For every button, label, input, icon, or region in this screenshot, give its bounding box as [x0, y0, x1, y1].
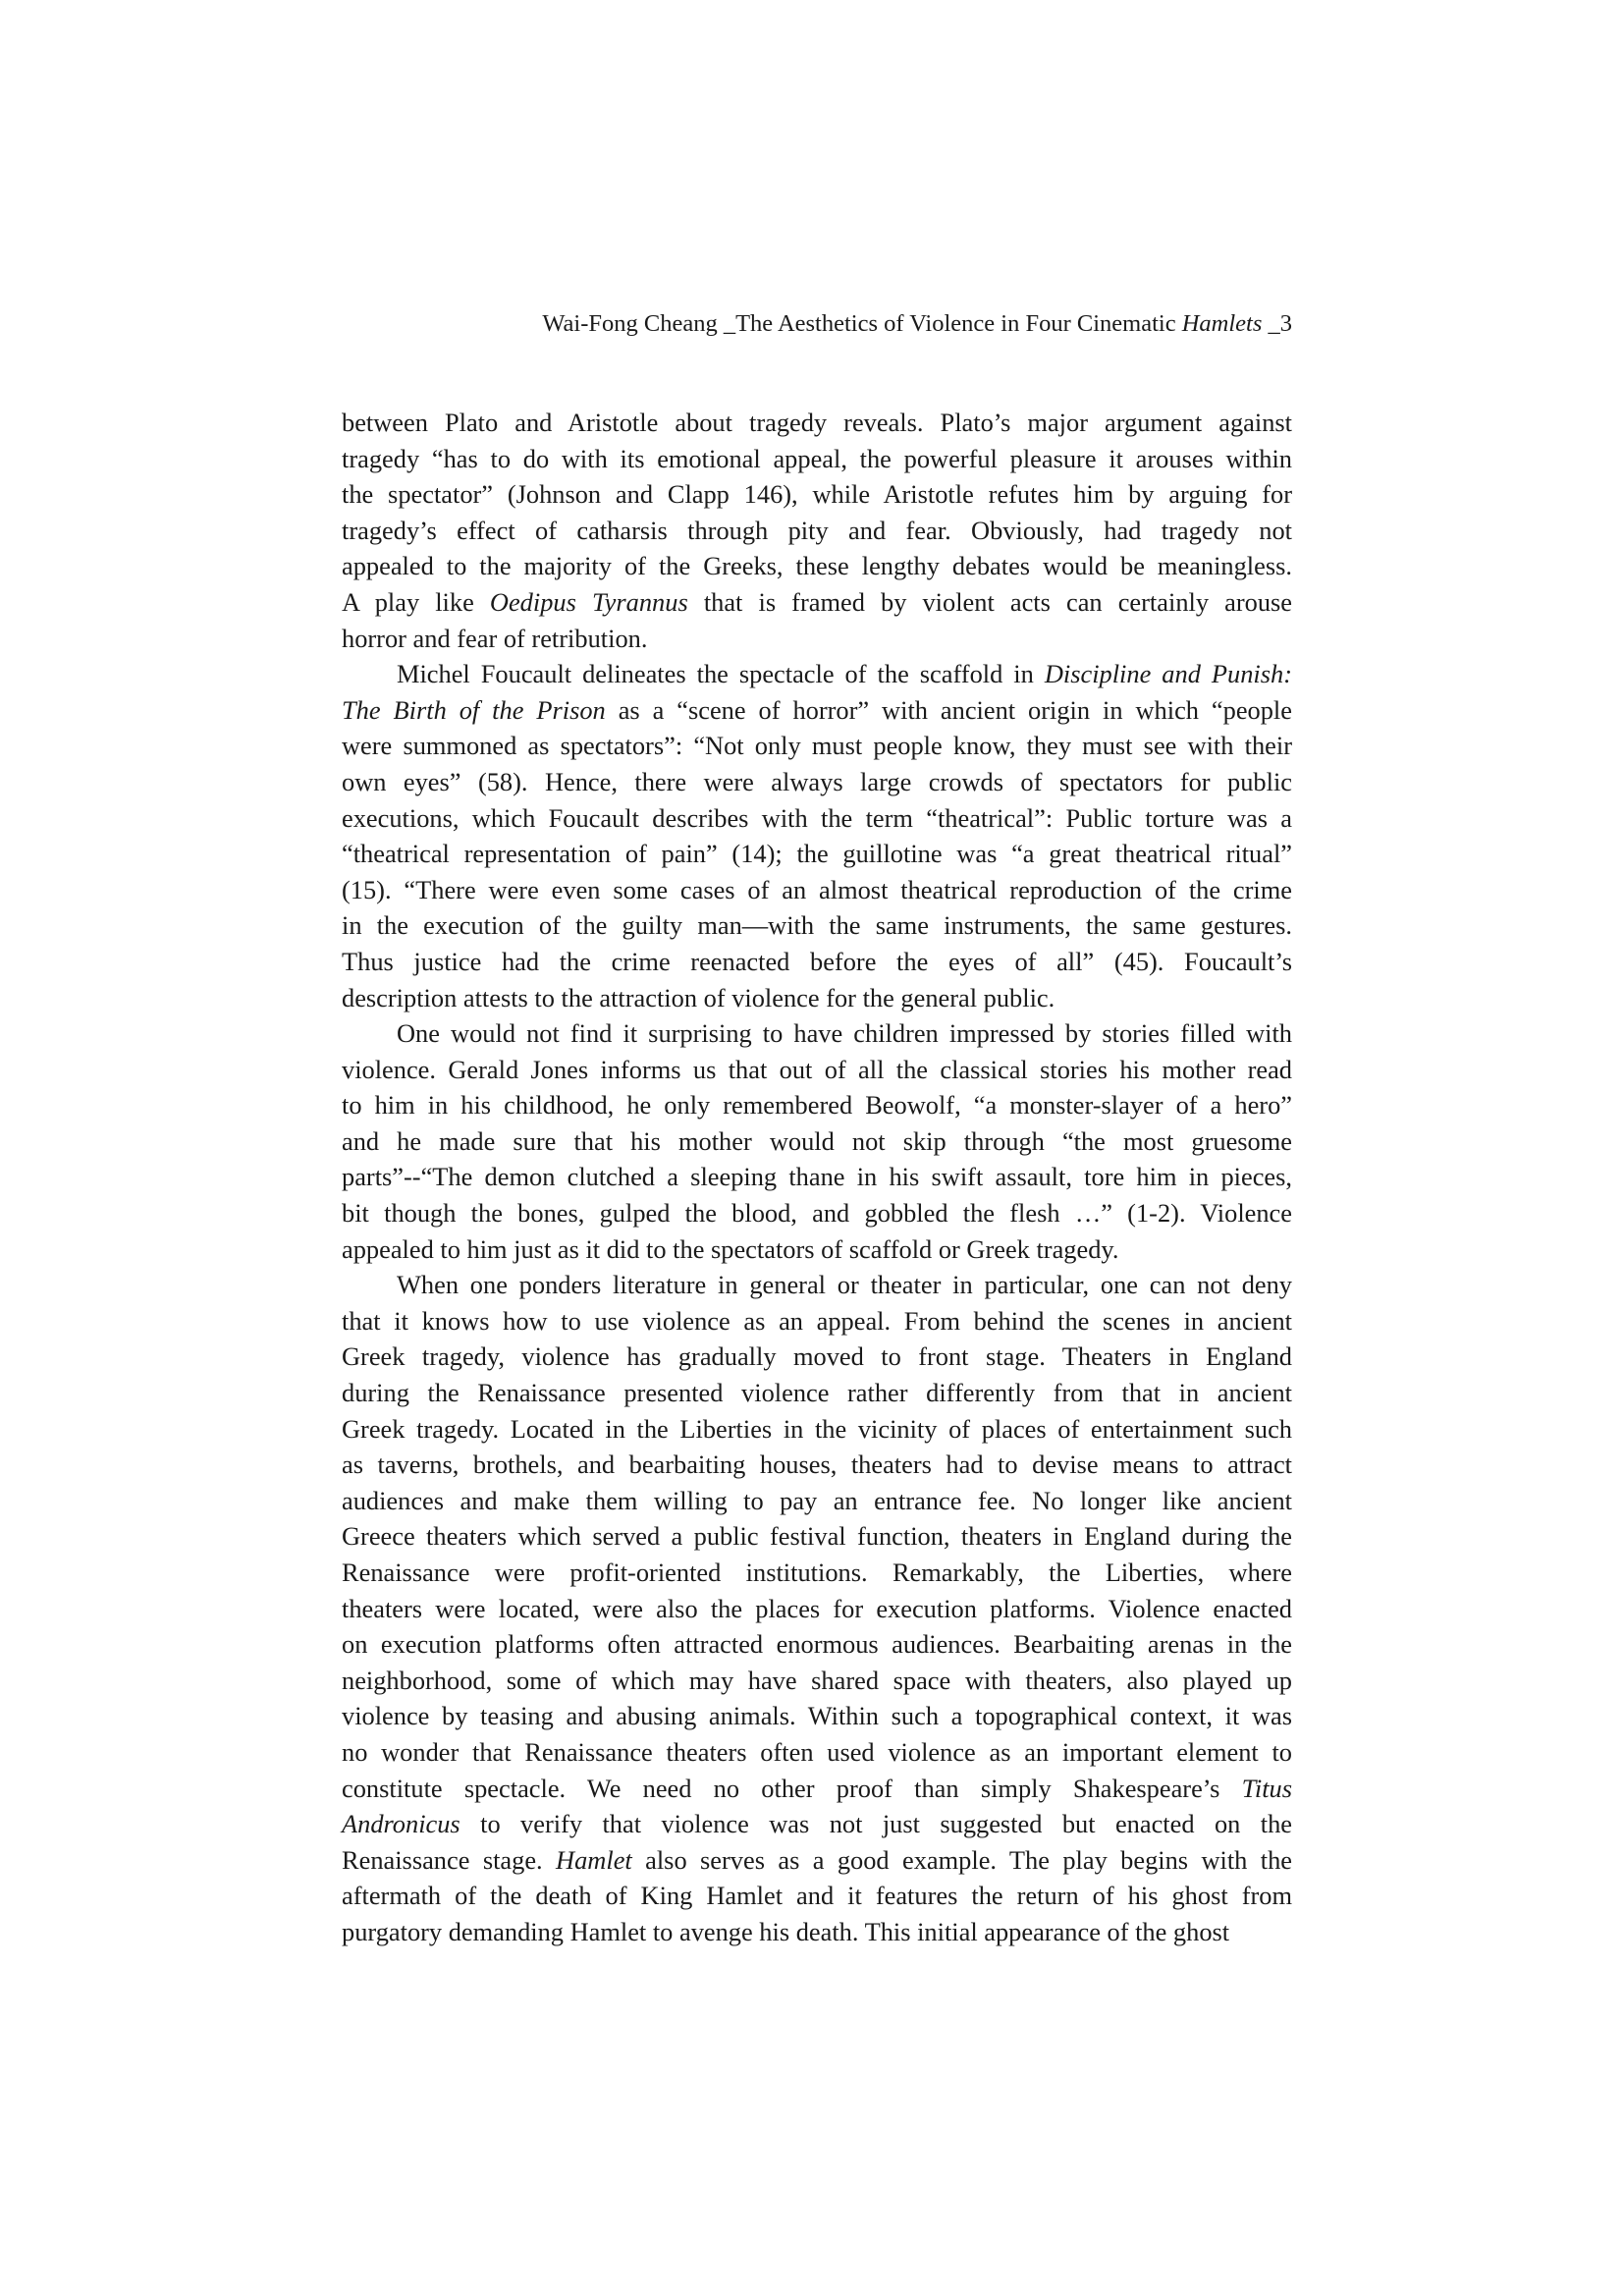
- italic-title: Hamlet: [556, 1844, 632, 1875]
- text-line: [342, 1052, 1292, 1088]
- text-segment: constitute spectacle. We need no other proof than simply Shakespeare’s: [342, 1773, 1242, 1803]
- text-segment: horror and fear of retribution.: [342, 623, 648, 653]
- text-line: [342, 1555, 1292, 1591]
- text-line: [342, 872, 1292, 908]
- text-line: [342, 764, 1292, 800]
- text-segment: violence by teasing and abusing animals. Within such a topographical context, it was: [342, 1701, 1292, 1731]
- text-segment: between Plato and Aristotle about tragedy reveals. Plato’s major argument against: [342, 408, 1292, 437]
- text-segment: aftermath of the death of King Hamlet and it features the return of his ghost from: [342, 1881, 1292, 1911]
- text-segment: (15). “There were even some cases of an almost theatrical reproduction of the crime: [342, 874, 1292, 904]
- text-segment: executions, which Foucault describes with the term “theatrical”: Public torture was a: [342, 802, 1292, 833]
- italic-title: The Birth of the Prison: [342, 694, 606, 725]
- text-line: [342, 836, 1292, 872]
- text-line: [342, 1411, 1292, 1448]
- text-line: [342, 1339, 1292, 1375]
- text-line: [342, 800, 1292, 837]
- text-segment: on execution platforms often attracted enormous audiences. Bearbaiting arenas in the: [342, 1629, 1292, 1660]
- text-line: [342, 1626, 1292, 1663]
- text-segment: Renaissance were profit-oriented institutions. Remarkably, the Liberties, where: [342, 1558, 1292, 1587]
- text-line: [342, 1159, 1292, 1195]
- text-line: [342, 1734, 1292, 1771]
- running-head-italic: Hamlets: [1181, 310, 1263, 337]
- text-line: [342, 1698, 1292, 1734]
- text-line: [342, 476, 1292, 513]
- text-segment: audiences and make them willing to pay an entrance fee. No longer like ancient: [342, 1485, 1292, 1515]
- text-segment: no wonder that Renaissance theaters often used violence as an important element to: [342, 1736, 1292, 1767]
- text-line: [342, 1878, 1292, 1914]
- text-segment: as taverns, brothels, and bearbaiting houses, theaters had to devise means to attract: [342, 1449, 1292, 1480]
- text-line: [342, 1447, 1292, 1483]
- text-line: [342, 405, 1292, 441]
- text-segment: as a “scene of horror” with ancient origin in which “people: [605, 694, 1292, 725]
- body-text: [342, 405, 1292, 1950]
- text-segment: appealed to the majority of the Greeks, these lengthy debates would be meaningless.: [342, 551, 1292, 581]
- text-line: [342, 1914, 1292, 1950]
- paragraph: [342, 405, 1292, 656]
- text-segment: that it knows how to use violence as an appeal. From behind the scenes in ancient: [342, 1305, 1292, 1336]
- paragraph: [342, 656, 1292, 1015]
- italic-title: Discipline and Punish:: [1044, 659, 1292, 689]
- running-head: [342, 310, 1292, 338]
- text-line: [342, 728, 1292, 764]
- text-segment: to verify that violence was not just suggested but enacted on the: [460, 1809, 1292, 1839]
- text-line: [342, 1842, 1292, 1879]
- text-segment: Renaissance stage.: [342, 1844, 557, 1875]
- text-line: [342, 1267, 1292, 1303]
- text-line: [342, 1483, 1292, 1519]
- text-segment: tragedy’s effect of catharsis through pity and fear. Obviously, had tragedy not: [342, 515, 1292, 545]
- text-segment: Thus justice had the crime reenacted before the eyes of all” (45). Foucault’s: [342, 946, 1292, 976]
- text-line: [342, 548, 1292, 584]
- text-segment: also serves as a good example. The play begins with the: [631, 1844, 1293, 1875]
- text-segment: the spectator” (Johnson and Clapp 146), while Aristotle refutes him by arguing for: [342, 479, 1292, 510]
- text-line: [342, 1375, 1292, 1411]
- text-segment: Michel Foucault delineates the spectacle of the scaffold in: [397, 659, 1045, 689]
- running-head-text: Wai-Fong Cheang _The Aesthetics of Violence in Four Cinematic: [542, 310, 1182, 337]
- italic-title: Oedipus Tyrannus: [489, 586, 688, 617]
- text-line: [342, 584, 1292, 621]
- text-segment: tragedy “has to do with its emotional appeal, the powerful pleasure it arouses within: [342, 443, 1292, 473]
- text-line: [342, 1806, 1292, 1842]
- paragraph: [342, 1015, 1292, 1267]
- text-segment: that is framed by violent acts can certainly arouse: [687, 586, 1293, 617]
- italic-title: Andronicus: [342, 1809, 460, 1839]
- text-segment: bit though the bones, gulped the blood, and gobbled the flesh …” (1-2). Violence: [342, 1198, 1292, 1229]
- text-segment: When one ponders literature in general or theater in particular, one can not deny: [397, 1270, 1292, 1300]
- text-segment: Greece theaters which served a public festival function, theaters in England during the: [342, 1521, 1292, 1552]
- text-segment: purgatory demanding Hamlet to avenge his death. This initial appearance of the ghost: [342, 1916, 1230, 1946]
- text-line: [342, 980, 1292, 1016]
- text-line: [342, 621, 1292, 657]
- text-line: [342, 1123, 1292, 1160]
- text-line: [342, 1015, 1292, 1052]
- text-segment: during the Renaissance presented violence rather differently from that in ancient: [342, 1378, 1292, 1408]
- text-line: [342, 513, 1292, 549]
- text-segment: Greek tragedy. Located in the Liberties in the vicinity of places of entertainment such: [342, 1413, 1292, 1444]
- text-line: [342, 944, 1292, 980]
- text-line: [342, 1771, 1292, 1807]
- text-line: [342, 1087, 1292, 1123]
- text-segment: One would not find it surprising to have children impressed by stories filled with: [397, 1018, 1292, 1049]
- text-segment: to him in his childhood, he only remembered Beowolf, “a monster-slayer of a hero”: [342, 1090, 1292, 1121]
- text-segment: and he made sure that his mother would not skip through “the most gruesome: [342, 1125, 1292, 1156]
- italic-title: Titus: [1241, 1773, 1292, 1803]
- text-line: [342, 1591, 1292, 1627]
- text-line: [342, 907, 1292, 944]
- text-line: [342, 441, 1292, 477]
- text-segment: appealed to him just as it did to the spectators of scaffold or Greek tragedy.: [342, 1233, 1119, 1264]
- text-line: [342, 1195, 1292, 1231]
- text-segment: description attests to the attraction of violence for the general public.: [342, 982, 1055, 1012]
- text-segment: in the execution of the guilty man—with the same instruments, the same gestures.: [342, 910, 1292, 941]
- text-segment: own eyes” (58). Hence, there were always large crowds of spectators for public: [342, 766, 1292, 796]
- text-segment: A play like: [342, 586, 490, 617]
- text-segment: “theatrical representation of pain” (14); the guillotine was “a great theatrical ritual”: [342, 839, 1292, 869]
- text-line: [342, 656, 1292, 692]
- text-segment: parts”--“The demon clutched a sleeping thane in his swift assault, tore him in pieces,: [342, 1162, 1292, 1192]
- text-line: [342, 1663, 1292, 1699]
- text-segment: violence. Gerald Jones informs us that out of all the classical stories his mother read: [342, 1054, 1292, 1084]
- text-line: [342, 1518, 1292, 1555]
- text-line: [342, 1303, 1292, 1339]
- text-segment: theaters were located, were also the places for execution platforms. Violence enacted: [342, 1593, 1292, 1623]
- text-segment: Greek tragedy, violence has gradually moved to front stage. Theaters in England: [342, 1341, 1292, 1372]
- text-line: [342, 692, 1292, 729]
- text-segment: were summoned as spectators”: “Not only must people know, they must see with their: [342, 731, 1292, 761]
- text-segment: neighborhood, some of which may have shared space with theaters, also played up: [342, 1665, 1292, 1695]
- page-number: _3: [1262, 310, 1292, 337]
- paragraph: [342, 1267, 1292, 1949]
- text-line: [342, 1231, 1292, 1268]
